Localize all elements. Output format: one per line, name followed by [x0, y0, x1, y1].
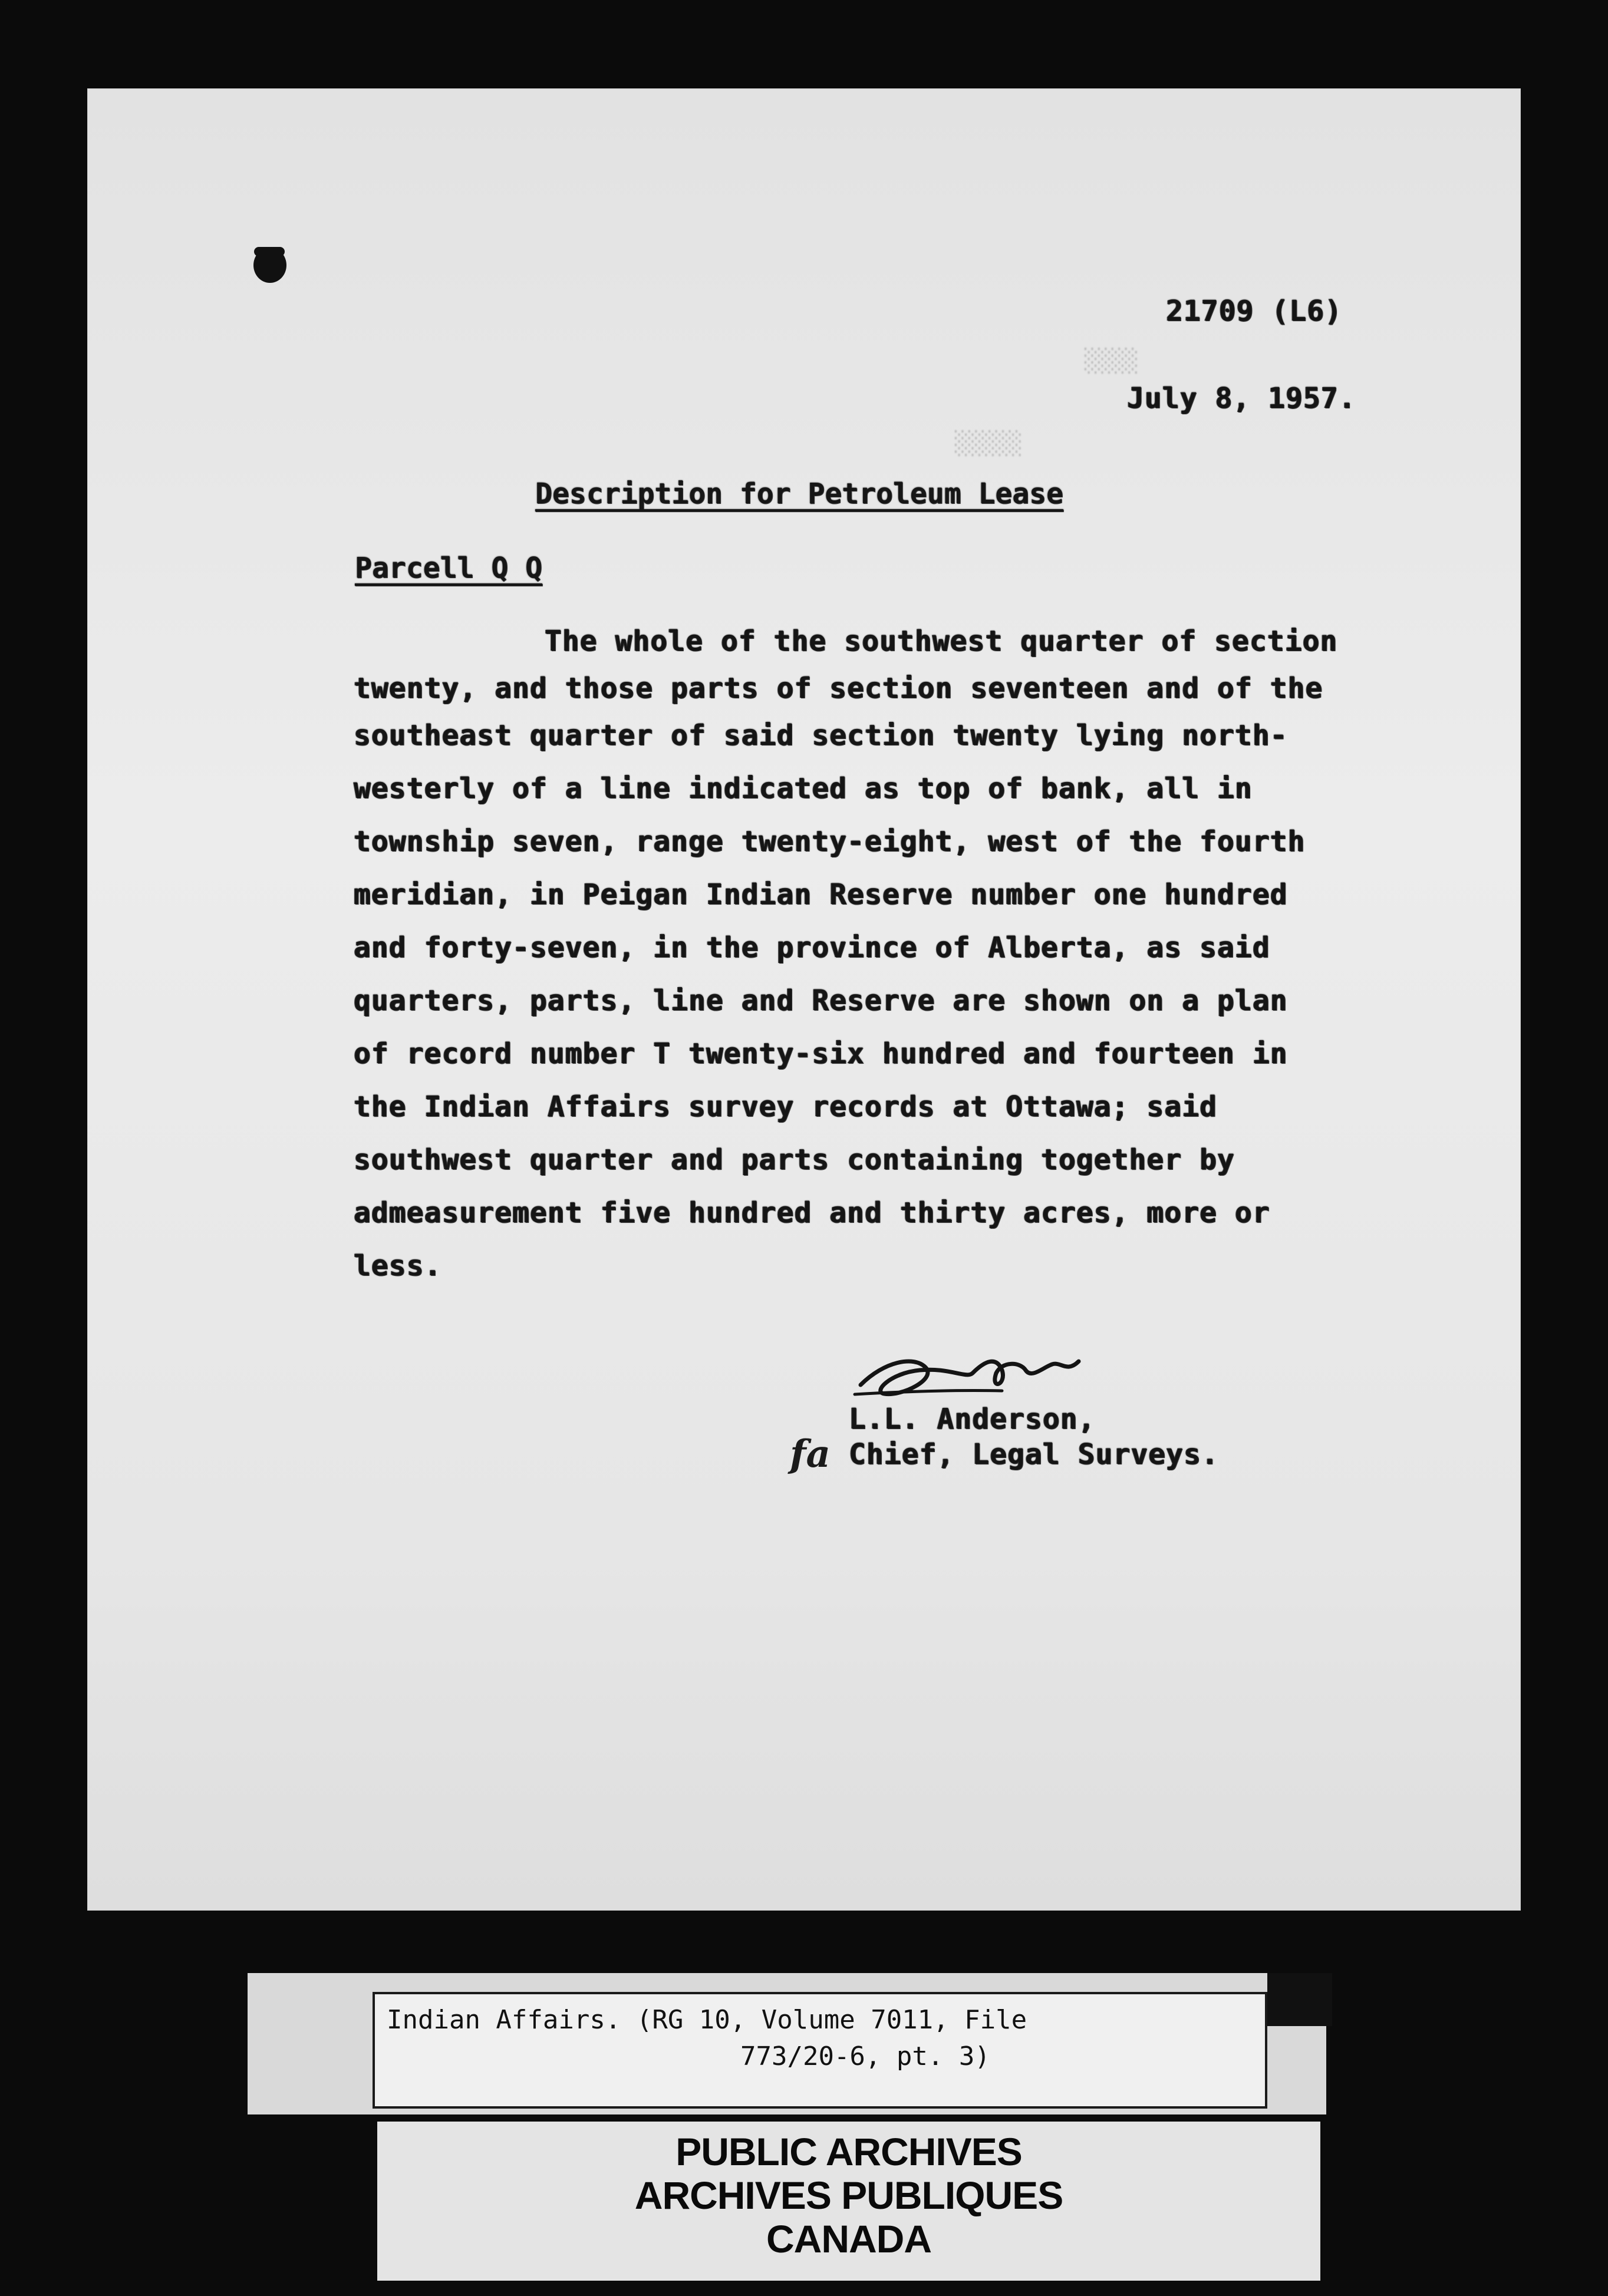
- body-line: quarters, parts, line and Reserve are shown on a plan: [354, 984, 1288, 1017]
- archive-stamp-line: PUBLIC ARCHIVES: [676, 2130, 1022, 2173]
- document-date: July 8, 1957.: [1127, 382, 1356, 415]
- body-line: of record number T twenty-six hundred and fourteen in: [354, 1037, 1288, 1070]
- archive-stamp-line: CANADA: [766, 2217, 931, 2261]
- signature-prefix: fa: [790, 1432, 831, 1476]
- parcel-heading: Parcell Q Q: [355, 552, 542, 585]
- body-line: westerly of a line indicated as top of bank, all in: [354, 772, 1253, 805]
- body-line: township seven, range twenty-eight, west of the fourth: [354, 825, 1306, 858]
- archive-reference-box: [373, 1992, 1267, 2109]
- reference-number: 21709 (L6): [1166, 295, 1342, 328]
- body-line: and forty-seven, in the province of Alberta, as said: [354, 931, 1270, 964]
- ghost-impression: ░░░░░: [955, 430, 1023, 456]
- signatory-name: L.L. Anderson,: [849, 1403, 1096, 1436]
- body-line: less.: [354, 1249, 442, 1282]
- body-line: The whole of the southwest quarter of section: [545, 625, 1338, 658]
- signatory-title: Chief, Legal Surveys.: [849, 1438, 1219, 1471]
- archive-reference-line: 773/20-6, pt. 3): [740, 2041, 990, 2071]
- archive-stamp-card: [377, 2122, 1320, 2281]
- body-line: admeasurement five hundred and thirty acres, more or: [354, 1196, 1270, 1229]
- document-title: Description for Petroleum Lease: [535, 477, 1063, 510]
- archive-stamp-line: ARCHIVES PUBLIQUES: [634, 2173, 1063, 2217]
- punch-hole-mark: [253, 248, 286, 283]
- body-line: southwest quarter and parts containing together by: [354, 1143, 1235, 1176]
- archive-reference-line: Indian Affairs. (RG 10, Volume 7011, File: [387, 2005, 1027, 2035]
- body-line: twenty, and those parts of section seventeen and of the: [354, 672, 1323, 705]
- body-line: the Indian Affairs survey records at Ottawa; said: [354, 1090, 1218, 1123]
- label-side-strip: [1267, 1973, 1332, 2026]
- body-line: southeast quarter of said section twenty lying north-: [354, 719, 1288, 752]
- body-line: meridian, in Peigan Indian Reserve number one hundred: [354, 878, 1288, 911]
- ghost-impression: ░░░░: [1085, 348, 1139, 374]
